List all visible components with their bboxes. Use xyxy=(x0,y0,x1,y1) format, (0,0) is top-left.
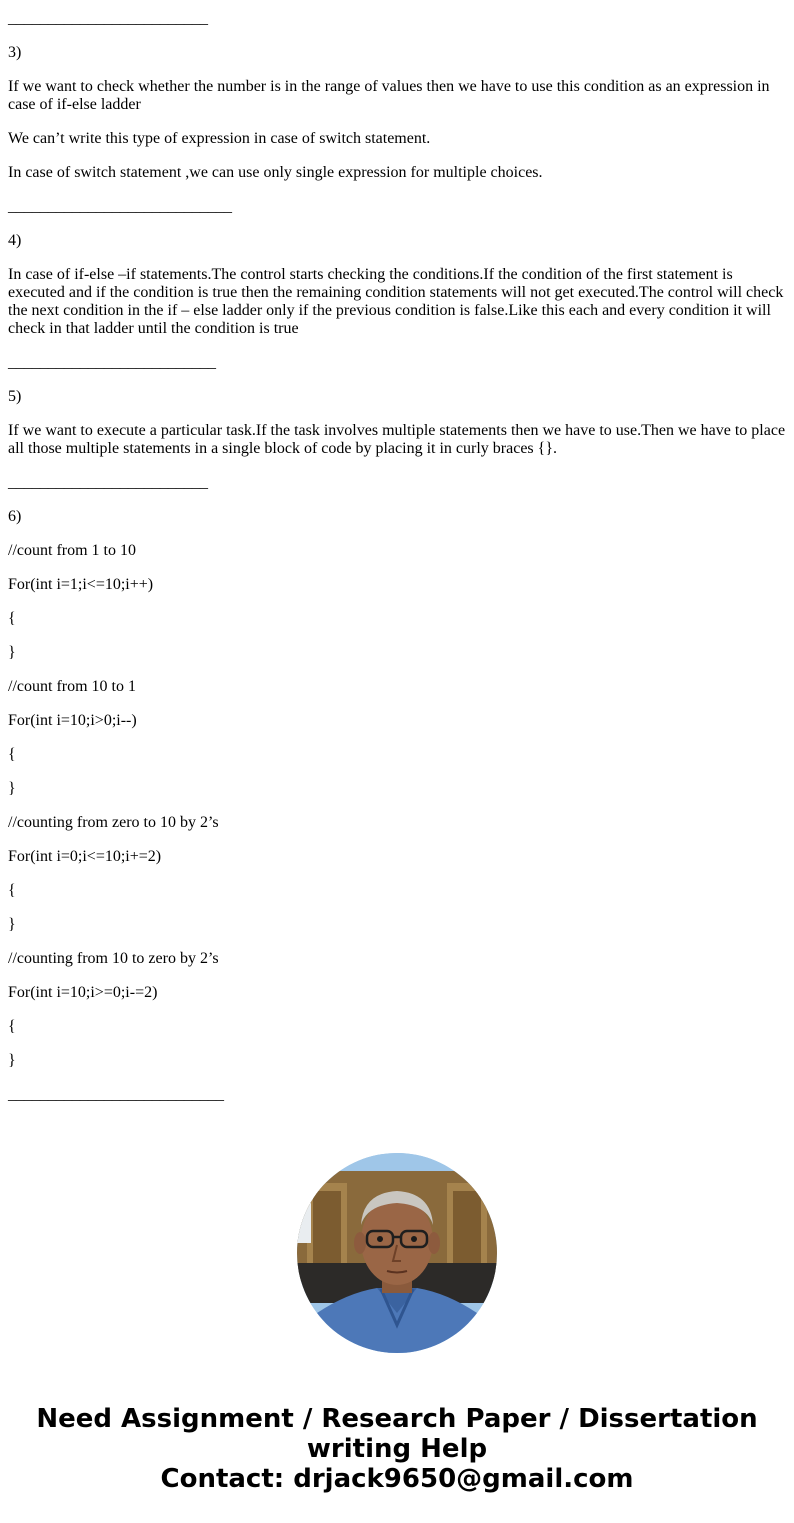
paragraph: If we want to check whether the number is in the range of values then we have to use this condition as an expression in case of if-else ladder xyxy=(8,78,770,113)
section-number: 5) xyxy=(8,388,22,405)
paragraph: We can’t write this type of expression in case of switch statement. xyxy=(8,130,431,147)
author-photo xyxy=(297,1153,497,1353)
code-line: { xyxy=(8,1018,16,1035)
code-comment: //counting from 10 to zero by 2’s xyxy=(8,950,219,967)
code-line: } xyxy=(8,780,16,797)
footer-headline: Need Assignment / Research Paper / Dissertation xyxy=(36,1404,758,1434)
code-line: } xyxy=(8,916,16,933)
section-number: 6) xyxy=(8,508,22,525)
code-line: } xyxy=(8,1052,16,1069)
paragraph: If we want to execute a particular task.If the task involves multiple statements then we have to use.Then we have to place all those multiple statements in a single block of code by placing it in curly braces {}. xyxy=(8,422,786,457)
section-number: 3) xyxy=(8,44,22,61)
code-line: } xyxy=(8,644,16,661)
footer-contact-email: Contact: drjack9650@gmail.com xyxy=(160,1464,634,1494)
code-line: { xyxy=(8,746,16,763)
code-line: For(int i=1;i<=10;i++) xyxy=(8,576,154,593)
separator-rule: ___________________________ xyxy=(8,1086,224,1103)
code-comment: //counting from zero to 10 by 2’s xyxy=(8,814,219,831)
section-number: 4) xyxy=(8,232,22,249)
paragraph: In case of switch statement ,we can use only single expression for multiple choices. xyxy=(8,164,543,181)
paragraph: In case of if-else –if statements.The control starts checking the conditions.If the condition of the first statement is executed and if the condition is true then the remaining condition statements will not get executed.The control will check the next condition in the if – else ladder only if the previous condition is false.Like this each and every condition it will check in that ladder until the condition is true xyxy=(8,266,784,337)
separator-rule: ____________________________ xyxy=(8,198,232,215)
footer-contact xyxy=(0,1404,794,1494)
footer-subheadline: writing Help xyxy=(306,1434,488,1464)
document-body xyxy=(8,0,786,1104)
code-line: For(int i=10;i>=0;i-=2) xyxy=(8,984,158,1001)
code-line: { xyxy=(8,882,16,899)
separator-rule: __________________________ xyxy=(8,354,216,371)
code-comment: //count from 1 to 10 xyxy=(8,542,136,559)
code-comment: //count from 10 to 1 xyxy=(8,678,136,695)
code-line: For(int i=0;i<=10;i+=2) xyxy=(8,848,162,865)
separator-rule: _________________________ xyxy=(8,474,208,491)
code-line: For(int i=10;i>0;i--) xyxy=(8,712,137,729)
code-line: { xyxy=(8,610,16,627)
separator-rule: _________________________ xyxy=(8,10,208,27)
